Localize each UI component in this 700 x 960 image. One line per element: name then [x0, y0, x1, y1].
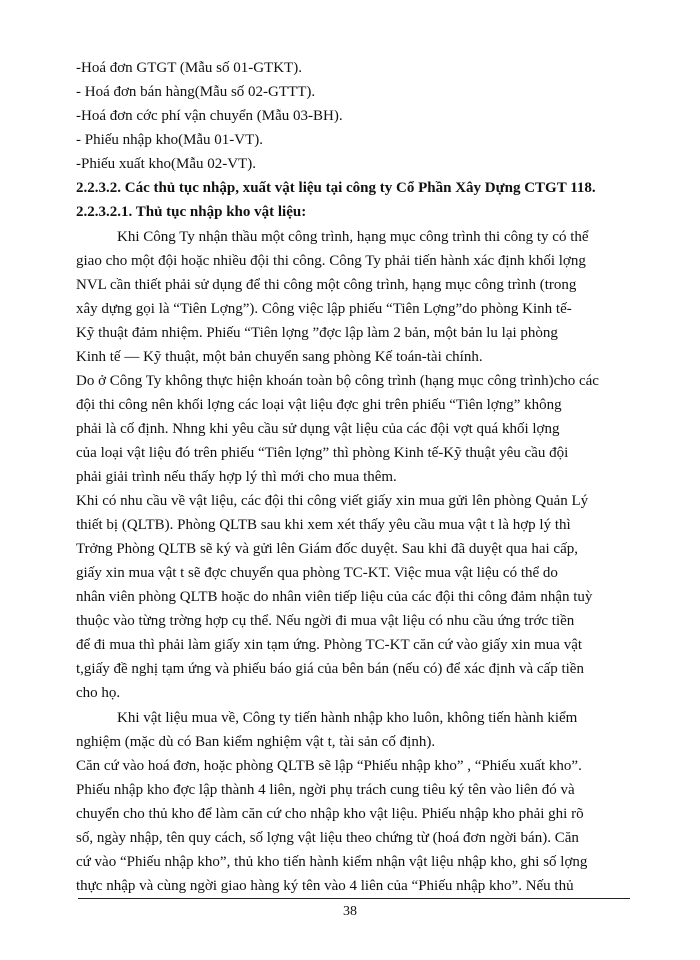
text-line: Trởng Phòng QLTB sẽ ký và gửi lên Giám đốc duyệt. Sau khi đã duyệt qua hai cấp,: [76, 541, 578, 557]
text-line: nhân viên phòng QLTB hoặc do nhân viên tiếp liệu của các đội thi công đảm nhận tuỳ: [76, 589, 593, 605]
text-line: Khi Công Ty nhận thầu một công trình, hạng mục công trình thi công ty có thể: [117, 229, 589, 245]
text-line: chuyển cho thủ kho để làm căn cứ cho nhập kho vật liệu. Phiếu nhập kho phải ghi rõ: [76, 806, 584, 822]
section-heading: 2.2.3.2.1. Thủ tục nhập kho vật liệu:: [76, 204, 307, 220]
text-line: số, ngày nhập, tên quy cách, số lợng vật liệu theo chứng từ (hoá đơn ngời bán). Căn: [76, 830, 579, 846]
text-line: NVL cần thiết phải sử dụng để thi công một công trình, hạng mục công trình (trong: [76, 277, 577, 293]
page-number: 38: [343, 904, 357, 919]
text-line: thuộc vào từng trờng hợp cụ thể. Nếu ngời đi mua vật liệu có nhu cầu ứng trớc tiền: [76, 613, 575, 629]
text-line: thực nhập và cùng ngời giao hàng ký tên vào 4 liên của “Phiếu nhập kho”. Nếu thủ: [76, 878, 574, 894]
text-line: Phiếu nhập kho đợc lập thành 4 liên, ngời phụ trách cung tiêu ký tên vào liên đó và: [76, 782, 575, 798]
text-line: Khi có nhu cầu về vật liệu, các đội thi công viết giấy xin mua gửi lên phòng Quản Lý: [76, 493, 589, 509]
text-line: Khi vật liệu mua về, Công ty tiến hành nhập kho luôn, không tiến hành kiểm: [117, 710, 578, 726]
text-line: của loại vật liệu đó trên phiếu “Tiên lợng” thì phòng Kinh tế-Kỹ thuật yêu cầu đội: [76, 445, 569, 461]
text-line: cho họ.: [76, 685, 121, 701]
text-line: phải là cố định. Nhng khi yêu cầu sử dụng vật liệu của các đội vợt quá khối lợng: [76, 421, 560, 437]
text-line: Căn cứ vào hoá đơn, hoặc phòng QLTB sẽ lập “Phiếu nhập kho” , “Phiếu xuất kho”.: [76, 758, 582, 774]
footer-divider: [78, 898, 630, 899]
text-line: cứ vào “Phiếu nhập kho”, thủ kho tiến hành kiểm nhận vật liệu nhập kho, ghi số lợng: [76, 854, 588, 870]
text-line: giấy xin mua vật t sẽ đợc chuyển qua phòng TC-KT. Việc mua vật liệu có thể do: [76, 565, 558, 581]
text-line: để đi mua thì phải làm giấy xin tạm ứng. Phòng TC-KT căn cứ vào giấy xin mua vật: [76, 637, 583, 653]
text-line: Kinh tế — Kỹ thuật, một bản chuyển sang phòng Kế toán-tài chính.: [76, 349, 483, 365]
section-heading: 2.2.3.2. Các thủ tục nhập, xuất vật liệu tại công ty Cổ Phần Xây Dựng CTGT 118.: [76, 180, 596, 196]
text-line: đội thi công nên khối lợng các loại vật liệu đợc ghi trên phiếu “Tiên lợng” không: [76, 397, 562, 413]
text-line: - Hoá đơn bán hàng(Mẫu số 02-GTTT).: [76, 84, 316, 100]
text-line: phải giải trình nếu thấy hợp lý thì mới cho mua thêm.: [76, 469, 397, 485]
text-line: -Hoá đơn GTGT (Mẫu số 01-GTKT).: [76, 60, 302, 76]
text-line: Kỹ thuật đảm nhiệm. Phiếu “Tiên lợng ”đợc lập làm 2 bản, một bản lu lại phòng: [76, 325, 558, 341]
text-line: t,giấy đề nghị tạm ứng và phiếu báo giá của bên bán (nếu có) để xác định và cấp tiền: [76, 661, 584, 677]
text-line: giao cho một đội hoặc nhiều đội thi công. Công Ty phải tiến hành xác định khối lợng: [76, 253, 586, 269]
text-line: -Hoá đơn cớc phí vận chuyển (Mẫu 03-BH).: [76, 108, 343, 124]
text-line: thiết bị (QLTB). Phòng QLTB sau khi xem xét thấy yêu cầu mua vật t là hợp lý thì: [76, 517, 571, 533]
text-line: Do ở Công Ty không thực hiện khoán toàn bộ công trình (hạng mục công trình)cho các: [76, 373, 599, 389]
text-line: - Phiếu nhập kho(Mẫu 01-VT).: [76, 132, 264, 148]
text-line: -Phiếu xuất kho(Mẫu 02-VT).: [76, 156, 256, 172]
text-line: nghiệm (mặc dù có Ban kiểm nghiệm vật t, tài sản cố định).: [76, 734, 436, 750]
text-line: xây dựng gọi là “Tiên Lợng”). Công việc lập phiếu “Tiên Lợng”do phòng Kinh tế-: [76, 301, 572, 317]
